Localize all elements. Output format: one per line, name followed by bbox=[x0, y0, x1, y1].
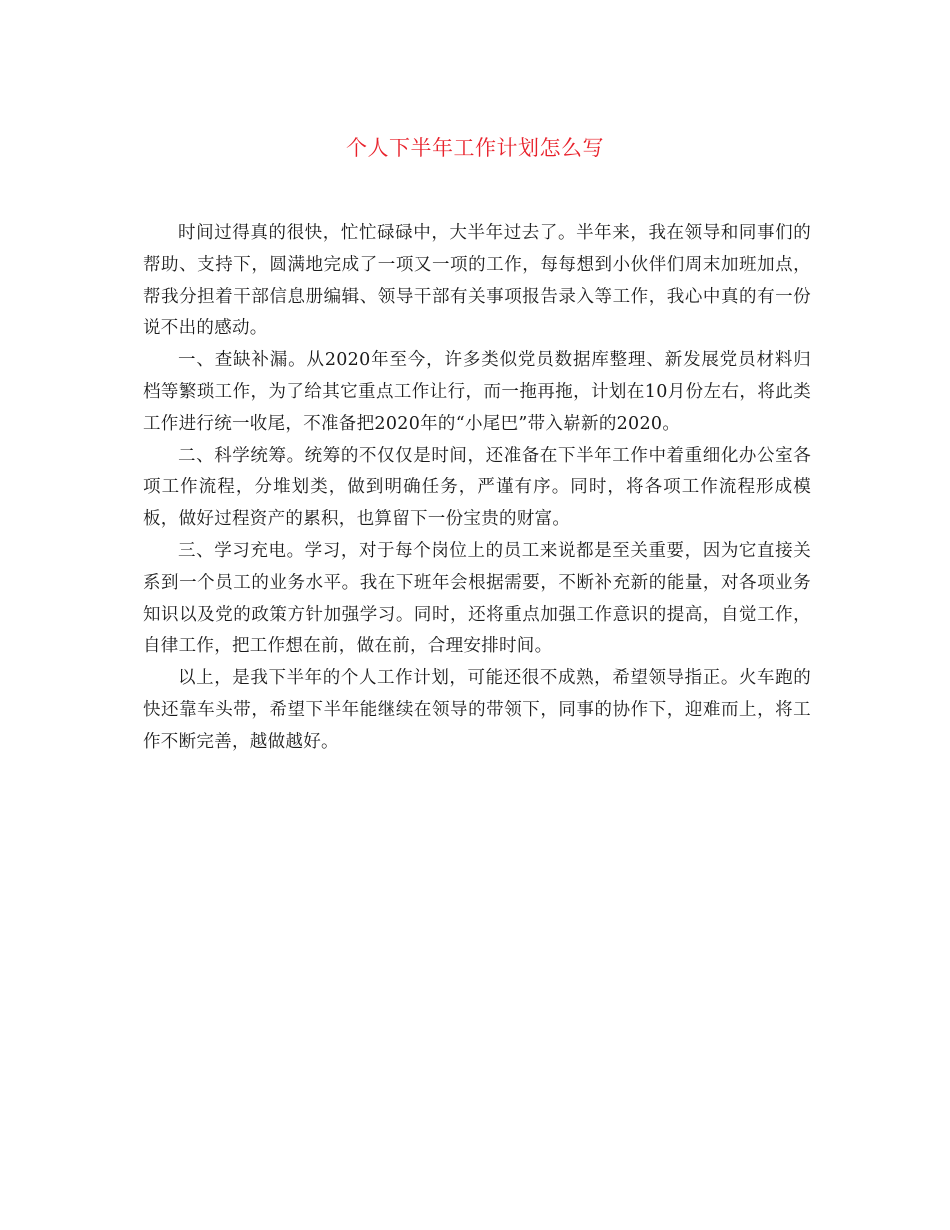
paragraph-section-2: 二、科学统筹。统筹的不仅仅是时间，还准备在下半年工作中着重细化办公室各项工作流程，分堆划类，做到明确任务，严谨有序。同时，将各项工作流程形成模板，做好过程资产的累积，也算留下一份宝贵的财富。 bbox=[143, 445, 811, 530]
document-body bbox=[143, 218, 811, 759]
paragraph-section-1: 一、查缺补漏。从2020年至今，许多类似党员数据库整理、新发展党员材料归档等繁琐工作，为了给其它重点工作让行，而一拖再拖，计划在10月份左右，将此类工作进行统一收尾，不准备把2020年的“小尾巴”带入崭新的2020。 bbox=[143, 350, 811, 434]
document-title: 个人下半年工作计划怎么写 bbox=[346, 136, 604, 160]
paragraph-section-3: 三、学习充电。学习，对于每个岗位上的员工来说都是至关重要，因为它直接关系到一个员工的业务水平。我在下班年会根据需要，不断补充新的能量，对各项业务知识以及党的政策方针加强学习。同时，还将重点加强工作意识的提高，自觉工作，自律工作，把工作想在前，做在前，合理安排时间。 bbox=[143, 540, 811, 657]
paragraph-conclusion: 以上，是我下半年的个人工作计划，可能还很不成熟，希望领导指正。火车跑的快还靠车头带，希望下半年能继续在领导的带领下，同事的协作下，迎难而上，将工作不断完善，越做越好。 bbox=[143, 668, 811, 752]
paragraph-intro: 时间过得真的很快，忙忙碌碌中，大半年过去了。半年来，我在领导和同事们的帮助、支持下，圆满地完成了一项又一项的工作，每每想到小伙伴们周末加班加点，帮我分担着干部信息册编辑、领导干部有关事项报告录入等工作，我心中真的有一份说不出的感动。 bbox=[143, 223, 811, 339]
